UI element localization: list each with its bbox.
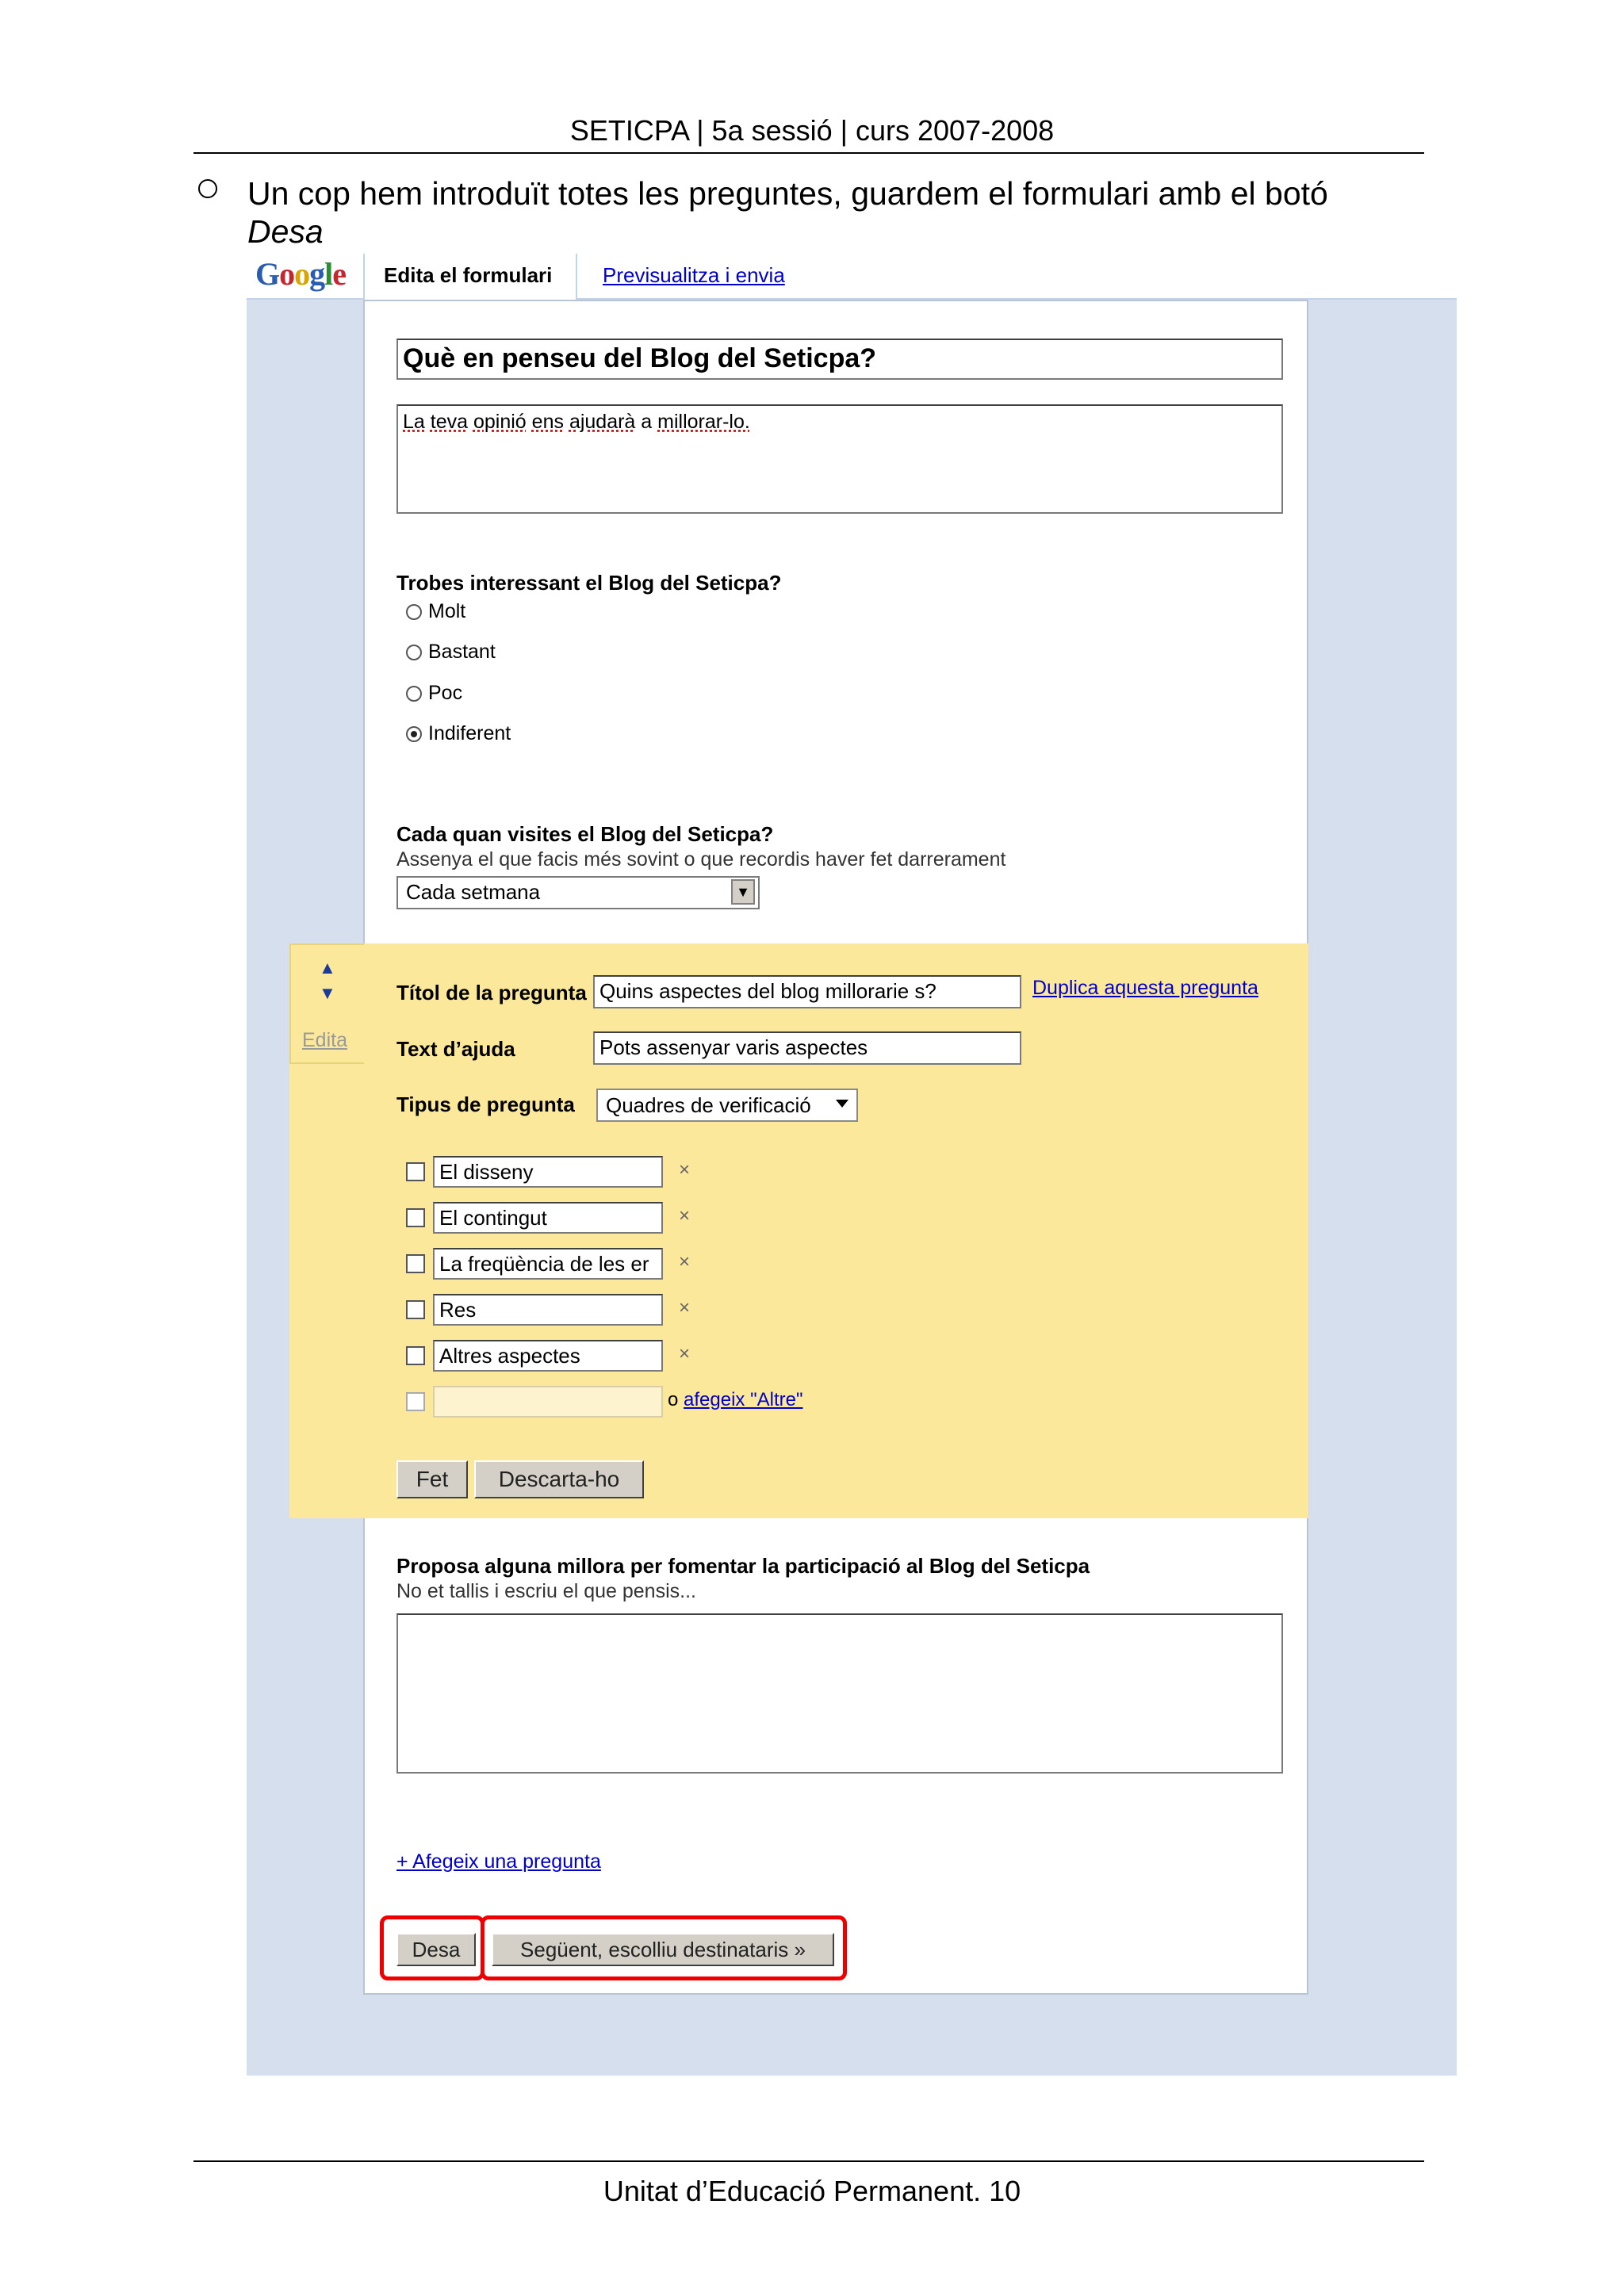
instruction-emphasis: Desa (247, 213, 324, 250)
option-checkbox[interactable] (406, 1208, 425, 1227)
remove-option-icon[interactable]: × (679, 1297, 691, 1318)
add-question-link[interactable]: + Afegeix una pregunta (396, 1850, 601, 1873)
move-down-icon[interactable]: ▼ (319, 983, 336, 1003)
tab-edit-form[interactable]: Edita el formulari (363, 254, 577, 303)
option-checkbox[interactable] (406, 1162, 425, 1181)
q1-option-indiferent[interactable]: Indiferent (406, 722, 511, 745)
instruction-paragraph (247, 174, 1453, 251)
bullet-circle-icon (198, 179, 217, 198)
question-type-select[interactable]: Quadres de verificació (596, 1089, 858, 1122)
chevron-down-icon[interactable]: ▼ (731, 879, 755, 905)
add-other-row: o afegeix "Altre" (668, 1389, 803, 1410)
next-choose-recipients-button[interactable]: Següent, escolliu destinataris » (492, 1933, 834, 1966)
form-title-input[interactable]: Què en penseu del Blog del Seticpa? (396, 339, 1283, 380)
option-checkbox[interactable] (406, 1346, 425, 1365)
option-checkbox-new[interactable] (406, 1392, 425, 1411)
remove-option-icon[interactable]: × (679, 1159, 691, 1181)
instruction-text: Un cop hem introduït totes les preguntes, guardem el formulari amb el botó (247, 175, 1328, 212)
radio-icon[interactable] (406, 604, 422, 620)
option-checkbox[interactable] (406, 1254, 425, 1273)
save-button[interactable]: Desa (396, 1933, 476, 1966)
q2-title: Cada quan visites el Blog del Seticpa? (396, 822, 774, 846)
header-rule (193, 152, 1424, 154)
page-footer: Unitat d’Educació Permanent. 10 (603, 2175, 1021, 2207)
chevron-down-icon[interactable] (836, 1100, 848, 1108)
option-input[interactable]: El contingut (433, 1202, 663, 1234)
q1-title: Trobes interessant el Blog del Seticpa? (396, 571, 782, 595)
radio-icon[interactable] (406, 645, 422, 660)
type-label: Tipus de pregunta (396, 1093, 575, 1116)
q3-help: No et tallis i escriu el que pensis... (396, 1580, 696, 1602)
discard-button[interactable]: Descarta-ho (474, 1460, 644, 1498)
add-other-link[interactable]: afegeix "Altre" (684, 1389, 803, 1410)
remove-option-icon[interactable]: × (679, 1343, 691, 1364)
remove-option-icon[interactable]: × (679, 1205, 691, 1226)
highlight-next (481, 1915, 847, 1980)
remove-option-icon[interactable]: × (679, 1251, 691, 1272)
q3-title: Proposa alguna millora per fomentar la participació al Blog del Seticpa (396, 1554, 1090, 1578)
footer-rule (193, 2160, 1424, 2162)
radio-icon[interactable] (406, 686, 422, 702)
form-description-input[interactable]: La teva opinió ens ajudarà a millorar-lo. (396, 404, 1283, 514)
radio-selected-icon[interactable] (406, 726, 422, 742)
q3-textarea[interactable] (396, 1613, 1283, 1774)
q2-select[interactable]: Cada setmana (396, 876, 760, 909)
done-button[interactable]: Fet (396, 1460, 468, 1498)
highlight-save (380, 1915, 485, 1980)
q1-option-bastant[interactable]: Bastant (406, 641, 496, 664)
tab-preview-send[interactable]: Previsualitza i envia (603, 263, 785, 287)
page-header: SETICPA | 5a sessió | curs 2007-2008 (569, 114, 1055, 147)
q1-option-poc[interactable]: Poc (406, 682, 462, 705)
option-input[interactable]: Altres aspectes (433, 1340, 663, 1372)
option-input[interactable]: El disseny (433, 1156, 663, 1188)
option-checkbox[interactable] (406, 1300, 425, 1319)
option-input[interactable]: La freqüència de les er (433, 1248, 663, 1280)
title-label: Títol de la pregunta (396, 981, 587, 1004)
help-text-input[interactable]: Pots assenyar varis aspectes (593, 1031, 1021, 1065)
edit-link[interactable]: Edita (302, 1029, 347, 1051)
move-up-icon[interactable]: ▲ (319, 958, 336, 978)
option-input[interactable]: Res (433, 1294, 663, 1326)
help-label: Text d’ajuda (396, 1037, 515, 1061)
duplicate-question-link[interactable]: Duplica aquesta pregunta (1032, 977, 1258, 999)
new-option-input[interactable] (433, 1386, 663, 1418)
google-logo: Google (255, 256, 347, 292)
question-title-input[interactable]: Quins aspectes del blog millorarie s? (593, 975, 1021, 1008)
q2-help: Assenya el que facis més sovint o que recordis haver fet darrerament (396, 848, 1006, 871)
q1-option-molt[interactable]: Molt (406, 600, 465, 623)
